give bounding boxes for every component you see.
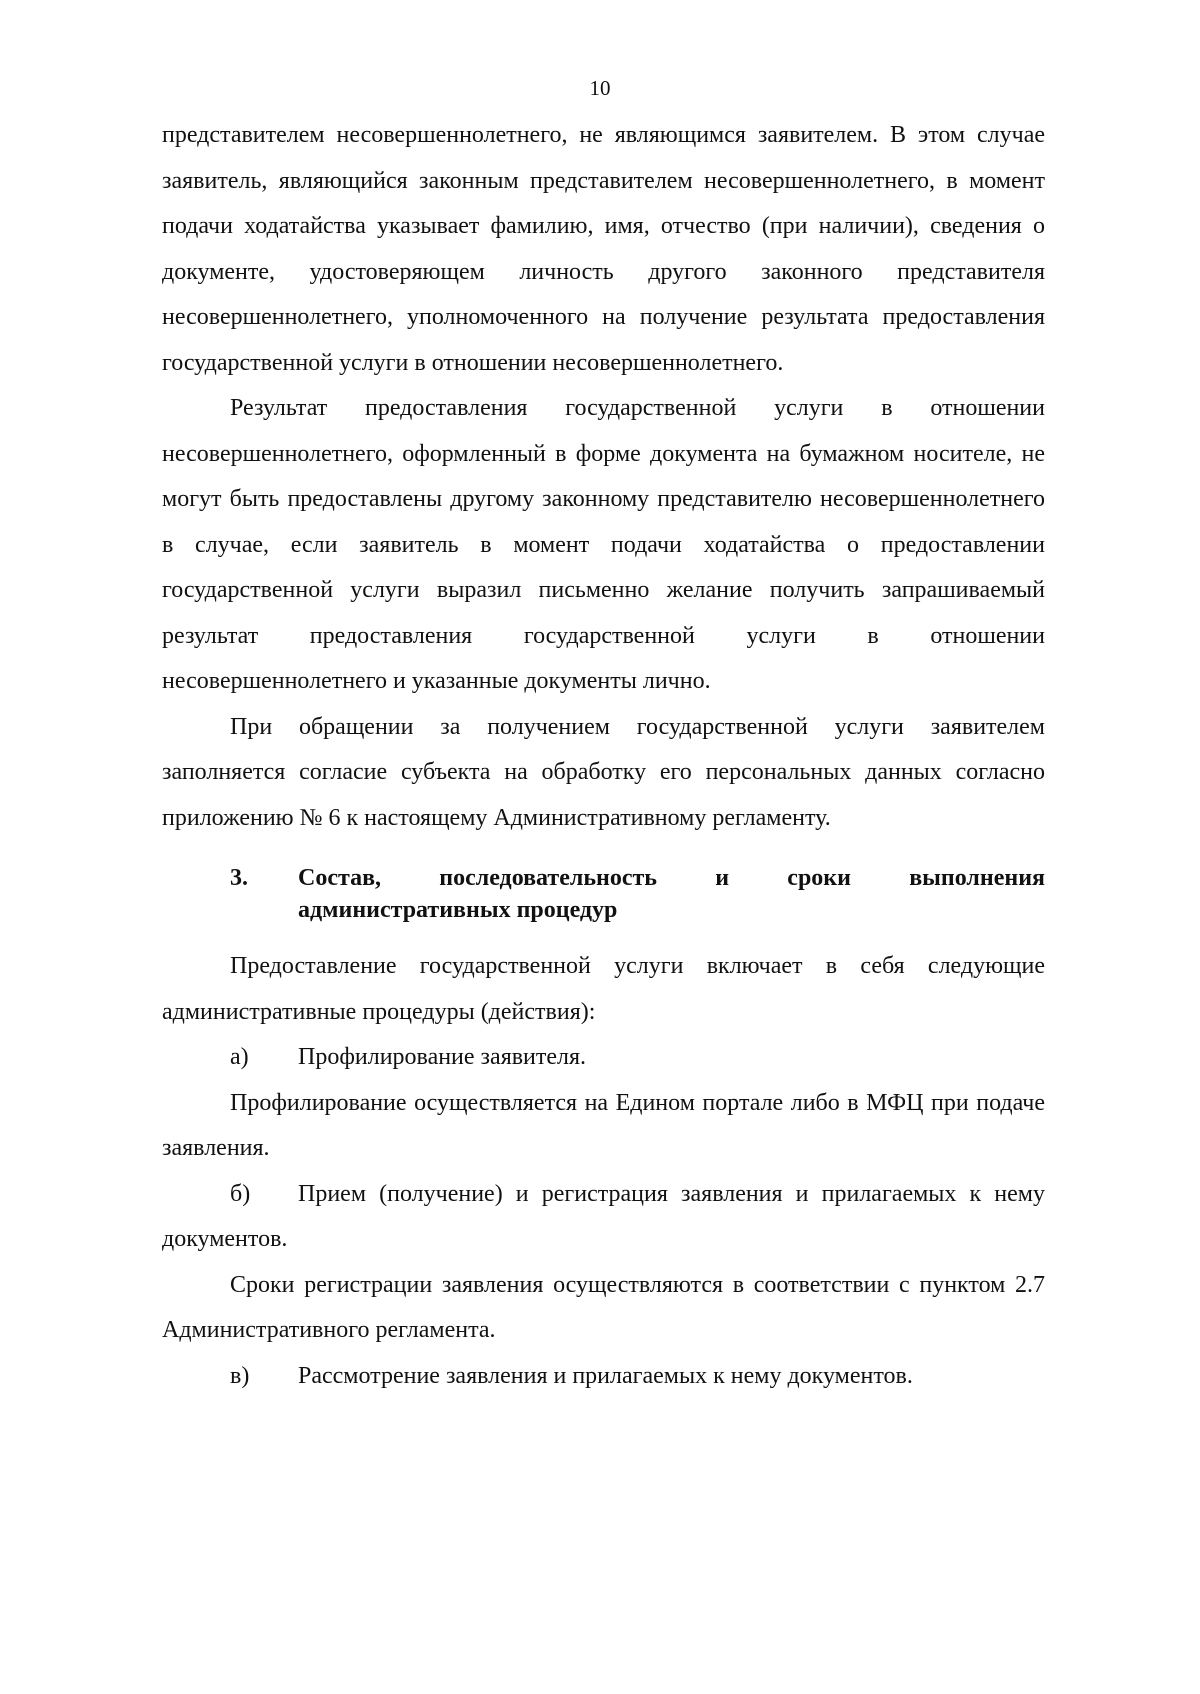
list-marker-a: а) — [230, 1044, 249, 1070]
list-text-a: Профилирование заявителя. — [298, 1044, 587, 1070]
paragraph-result: Результат предоставления государственной услуги в отношении несовершеннолетнего, оформленный в форме документа на бумажном носителе, не могут быть предоставлены другому законному представителю несовершеннолетнего в случае, если заявитель в момент подачи ходатайства о предоставлении государственной услуги выразил письменно желание получить запрашиваемый результат предоставления государственной услуги в отношении несовершеннолетнего и указанные документы лично. — [162, 395, 1045, 694]
list-marker-v: в) — [230, 1362, 250, 1389]
list-item-b — [162, 1172, 1045, 1263]
list-item-a — [162, 1035, 1045, 1081]
document-body — [162, 113, 1045, 1399]
paragraph-item-b-note: Сроки регистрации заявления осуществляются в соответствии с пунктом 2.7 Административного регламента. — [162, 1271, 1045, 1343]
section-title: Состав, последовательность и сроки выполнения административных процедур — [298, 865, 1045, 923]
list-item-v — [162, 1354, 1045, 1400]
page-number: 10 — [589, 76, 611, 100]
list-text-v: Рассмотрение заявления и прилагаемых к нему документов. — [298, 1362, 913, 1389]
paragraph-consent: При обращении за получением государственной услуги заявителем заполняется согласие субъекта на обработку его персональных данных согласно приложению № 6 к настоящему Административному регламенту. — [162, 713, 1045, 831]
list-marker-b: б) — [230, 1180, 251, 1207]
section-heading — [162, 862, 1045, 926]
paragraph-intro: Предоставление государственной услуги включает в себя следующие административные процедуры (действия): — [162, 953, 1045, 1025]
section-number: 3. — [230, 865, 248, 891]
paragraph-item-a-note: Профилирование осуществляется на Едином портале либо в МФЦ при подаче заявления. — [162, 1089, 1045, 1161]
list-text-b: Прием (получение) и регистрация заявления и прилагаемых к нему документов. — [162, 1180, 1045, 1252]
paragraph-continuation: представителем несовершеннолетнего, не являющимся заявителем. В этом случае заявитель, являющийся законным представителем несовершеннолетнего, в момент подачи ходатайства указывает фамилию, имя, отчество (при наличии), сведения о документе, удостоверяющем личность другого законного представителя несовершеннолетнего, уполномоченного на получение результата предоставления государственной услуги в отношении несовершеннолетнего. — [162, 122, 1045, 376]
